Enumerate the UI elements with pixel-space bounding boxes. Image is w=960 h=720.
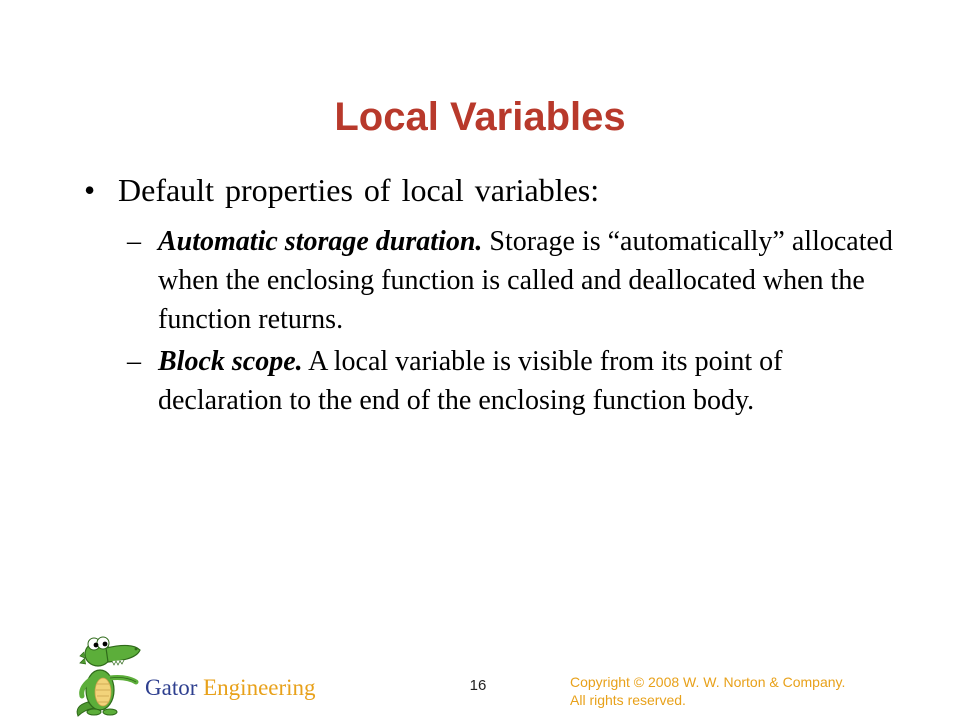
sub-bullet-text xyxy=(158,222,903,339)
copyright-line-1: Copyright © 2008 W. W. Norton & Company. xyxy=(570,674,846,690)
sub-bullet-body: Storage is “automatically” allocated when the enclosing function is called and deallocated when the function returns. xyxy=(158,226,893,335)
sub-bullet-text xyxy=(158,342,903,420)
brand-engineering: Engineering xyxy=(203,675,316,700)
page-number: 16 xyxy=(469,677,487,694)
copyright-notice xyxy=(570,673,900,709)
main-bullet-text: Default properties of local variables: xyxy=(118,172,600,208)
sub-bullet-marker: – xyxy=(127,226,141,257)
copyright-line-2: All rights reserved. xyxy=(570,692,686,708)
sub-bullet-marker: – xyxy=(127,346,141,377)
gator-mascot-icon xyxy=(70,632,150,717)
sub-bullet-lead: Automatic storage duration. xyxy=(158,226,483,257)
footer-brand xyxy=(145,674,316,702)
slide-title: Local Variables xyxy=(334,95,626,139)
sub-bullet-lead: Block scope. xyxy=(158,346,303,377)
brand-gator: Gator xyxy=(145,675,198,700)
sub-bullet-body: A local variable is visible from its point of declaration to the end of the enclosing function body. xyxy=(158,346,783,416)
bullet-marker: • xyxy=(84,172,96,208)
